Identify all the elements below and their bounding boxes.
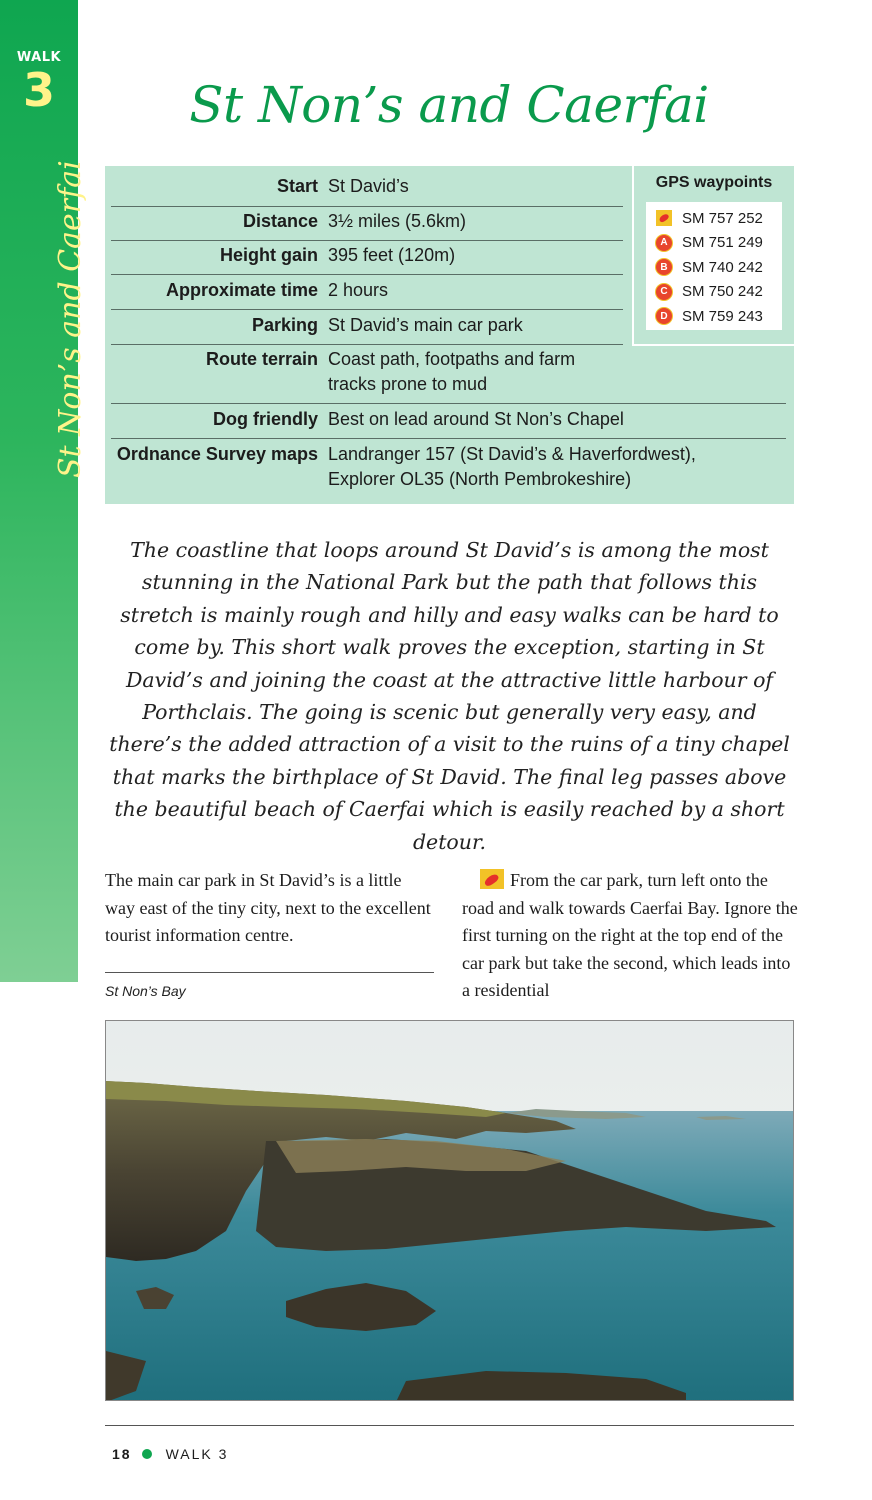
gps-ref: SM 740 242 [682,258,763,276]
photo-caption: St Non’s Bay [105,983,186,999]
walk-side-tab [0,0,88,982]
info-value: Best on lead around St Non’s Chapel [328,409,624,429]
info-value [328,347,575,403]
info-value: 395 feet (120m) [328,245,456,265]
gps-waypoints-box [632,166,794,346]
page-footer [112,1446,228,1462]
walk-info-panel [105,166,794,504]
waypoint-c-icon: C [656,284,672,300]
info-row-start [111,174,623,207]
page-number: 18 [112,1446,132,1462]
info-row-terrain [111,347,786,404]
gps-waypoint-d [646,304,782,329]
body-text-right-content: From the car park, turn left onto the road and walk towards Caerfai Bay. Ignore the first turning on the right at the top end of the car park but take the second, which leads into a residential [462,870,798,1000]
gps-waypoint-start [646,206,782,231]
gps-waypoint-b [646,255,782,280]
info-value: St David’s [328,176,409,196]
coastline-photo [105,1020,794,1401]
gps-waypoint-a [646,231,782,256]
info-value: 3½ miles (5.6km) [328,211,467,231]
info-label: Dog friendly [212,409,318,429]
body-text-left: The main car park in St David’s is a little way east of the tiny city, next to the excellent tourist information centre. [105,870,431,945]
info-value-line: Landranger 157 (St David’s & Haverfordwest), [328,444,696,464]
page-title: St Non’s and Caerfai [189,76,709,134]
info-value-line: Explorer OL35 (North Pembrokeshire) [328,469,632,489]
info-value-line: Coast path, footpaths and farm [328,349,576,369]
info-value [328,442,696,498]
info-row-dog-friendly [111,407,786,439]
gps-waypoint-list [646,202,782,330]
info-row-os-maps [111,442,786,498]
gps-ref: SM 757 252 [682,209,763,227]
bullet-dot-icon [142,1449,152,1459]
info-label: Distance [242,211,318,231]
info-label: Route terrain [205,349,318,369]
info-label: Approximate time [165,280,318,300]
info-label: Ordnance Survey maps [116,444,318,464]
gps-ref: SM 759 243 [682,307,763,325]
info-label: Parking [251,315,318,335]
info-value: St David’s main car park [328,315,523,335]
waypoint-b-icon: B [656,259,672,275]
coastline-photo-illustration [106,1021,794,1401]
intro-paragraph: The coastline that loops around St David’s is among the most stunning in the National Park but the path that follows this stretch is mainly rough and hilly and easy walks can be hard to come by. This short walk proves the exception, starting in St David’s and joining the coast at the attractive little harbour of Porthclais. The going is scenic but generally very easy, and there’s the added attraction of a visit to the ruins of a tiny chapel that marks the birthplace of St David. The final leg passes above the beautiful beach of Caerfai which is easily reached by a short detour. [109,538,790,854]
start-marker-icon [656,210,672,226]
info-value: 2 hours [328,280,389,300]
walk-number: 3 [22,63,55,117]
side-title: St Non’s and Caerfai [53,160,88,478]
gps-ref: SM 751 249 [682,234,763,252]
start-marker-icon [480,869,504,889]
info-value-line: tracks prone to mud [328,374,488,394]
info-row-time [111,278,623,310]
gps-waypoint-c [646,280,782,305]
body-text-right [462,867,802,1005]
waypoint-d-icon: D [656,308,672,324]
info-row-parking [111,313,623,345]
gps-ref: SM 750 242 [682,283,763,301]
info-row-distance [111,209,623,241]
footer-divider [105,1425,794,1426]
footer-label: WALK 3 [165,1446,229,1462]
info-label: Height gain [220,245,318,265]
waypoint-a-icon: A [656,235,672,251]
gps-title: GPS waypoints [655,174,773,191]
walk-label: WALK [16,50,62,65]
info-row-height-gain [111,243,623,275]
caption-divider [105,972,434,973]
info-label: Start [276,176,318,196]
